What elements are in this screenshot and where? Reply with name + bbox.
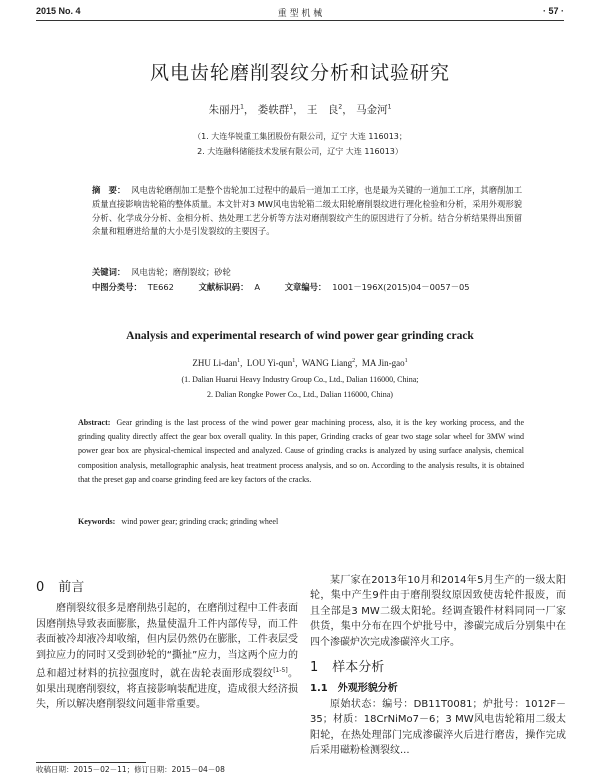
affiliation-cn-2: 2. 大连融科储能技术发展有限公司，辽宁 大连 116013）	[197, 147, 403, 156]
keywords-en	[78, 515, 524, 529]
abstract-en-text: Gear grinding is the last process of the wind power gear machining process, also, it is the key working process, and the grinding quality directly affect the gear box overall quality. In this paper, Grinding cracks of gear two stage solar wheel for 3MW wind power gear box are physical-chemical inspected and analyzed. Cause of grinding cracks is analyzed by using surface analysis, chemical composition analysis, metallographic analysis, heat treatment process analysis, and so on. According to the analysis results, it is obtained that the preset gap and coarse grinding feed are key factors of the cracks.	[78, 418, 524, 484]
keywords-en-text: wind power gear; grinding crack; grinding wheel	[121, 517, 279, 526]
author-name: ZHU Li-dan	[192, 358, 238, 368]
abstract-cn	[92, 184, 522, 239]
received-date-footnote: 收稿日期：2015－02－11；修订日期：2015－04－08	[36, 765, 225, 774]
body-paragraph: 某厂家在2013年10月和2014年5月生产的一级太阳轮，集中产生9件由于磨削裂纹原因致使齿轮件报废，而且全部是3 MW二级太阳轮。经调查锻件材料同同一厂家供货，集中分布在四个炉批号中，渗碳完成后分别集中在四个渗碳炉次完成渗碳淬火工序。	[310, 575, 566, 648]
abstract-cn-text: 风电齿轮磨削加工是整个齿轮加工过程中的最后一道加工工序，也是最为关键的一道加工工序，其磨削加工质量直接影响齿轮箱的整体质量。本文针对3 MW风电齿轮箱二级太阳轮磨削裂纹进行理化检验和分析，采用外观形貌分析、化学成分分析、金相分析、热处理工艺分析等方法对磨削裂纹产生的原因进行了分析。结合分析结果得出预留余量和粗磨进给量的大小是引发裂纹的主要因子。	[92, 185, 522, 237]
journal-issue: 2015 No. 4	[36, 6, 81, 16]
authors-en: ZHU Li-dan$^1$, LOU Yi-qun$^1$, WANG Liang$^2$, MA Jin-gao$^1$	[192, 358, 408, 368]
author-name: WANG Liang	[301, 358, 353, 368]
introduction-paragraph: 磨削裂纹很多是磨削热引起的，在磨削过程中工件表面因磨削热导致表面膨胀，热量使温升工件内部传导，而工件表面被冷却液冷却收缩，但内层仍然仍在膨胀，工件表层受到拉应力的同时又受到砂轮的“撕扯”应力，当这两个应力的总和超过材料的抗拉强度时，就在齿轮表面形成裂纹[1-5]。如果出现磨削裂纹，将直接影响装配进度，造成很大经济损失，所以解决磨削裂纹问题非常重要。	[36, 603, 299, 711]
document-code: A	[254, 282, 261, 292]
footnote-divider	[36, 762, 146, 763]
right-column	[310, 573, 566, 758]
section-heading: 1 样本分析	[310, 660, 385, 676]
subsection-heading: 1.1 外观形貌分析	[310, 683, 398, 695]
journal-name: 重 型 机 械	[277, 9, 323, 19]
clc-number: TE662	[147, 282, 174, 292]
keywords-en-label: Keywords:	[78, 517, 116, 526]
body-paragraph: 原始状态：编号：DB11T0081；炉批号：1012F－35；材质：18CrNiMo7－6；3 MW风电齿轮箱用二级太阳轮，在热处理部门完成渗碳淬火后进行磨齿，操作完成后采用磁粉检测裂纹...	[310, 698, 566, 757]
section-introduction	[36, 580, 298, 713]
page-number: · 57 ·	[542, 6, 564, 16]
affiliation-cn-1: （1. 大连华锐重工集团股份有限公司，辽宁 大连 116013；	[193, 132, 407, 141]
author-name: 娄轶群	[257, 104, 290, 116]
author-name: 马金河	[356, 104, 388, 116]
keywords-cn-text: 风电齿轮；磨削裂纹；砂轮	[131, 267, 231, 277]
article-number: 1001－196X(2015)04－0057－05	[332, 282, 470, 292]
abstract-en	[78, 416, 524, 487]
affiliation-en-1: (1. Dalian Huarui Heavy Industry Group Co., Ltd., Dalian 116000, China;	[181, 375, 419, 384]
authors-cn: 朱丽丹$^1$， 娄轶群$^1$， 王 良$^2$， 马金河$^1$	[208, 103, 392, 116]
author-name: MA Jin-gao	[361, 358, 405, 368]
running-header	[36, 4, 564, 20]
author-name: 朱丽丹	[208, 104, 241, 116]
citation: [1-5]	[273, 667, 288, 675]
keywords-cn-label: 关键词：	[92, 267, 126, 277]
paper-title-cn: 风电齿轮磨削裂纹分析和试验研究	[149, 62, 450, 84]
abstract-cn-label: 摘 要：	[92, 185, 126, 195]
section-heading: 0 前言	[36, 580, 85, 595]
keywords-cn	[92, 266, 522, 280]
author-name: LOU Yi-qun	[246, 358, 293, 368]
classification-line: 中图分类号： TE662 文献标识码： A 文章编号： 1001－196X(2015)04－0057－05	[92, 282, 470, 292]
paper-title-en: Analysis and experimental research of wind power gear grinding crack	[126, 330, 474, 342]
author-name: 王 良	[306, 104, 339, 116]
affiliation-en-2: 2. Dalian Rongke Power Co., Ltd., Dalian 116000, China)	[207, 390, 393, 399]
header-divider	[36, 20, 564, 21]
abstract-en-label: Abstract:	[78, 418, 111, 427]
